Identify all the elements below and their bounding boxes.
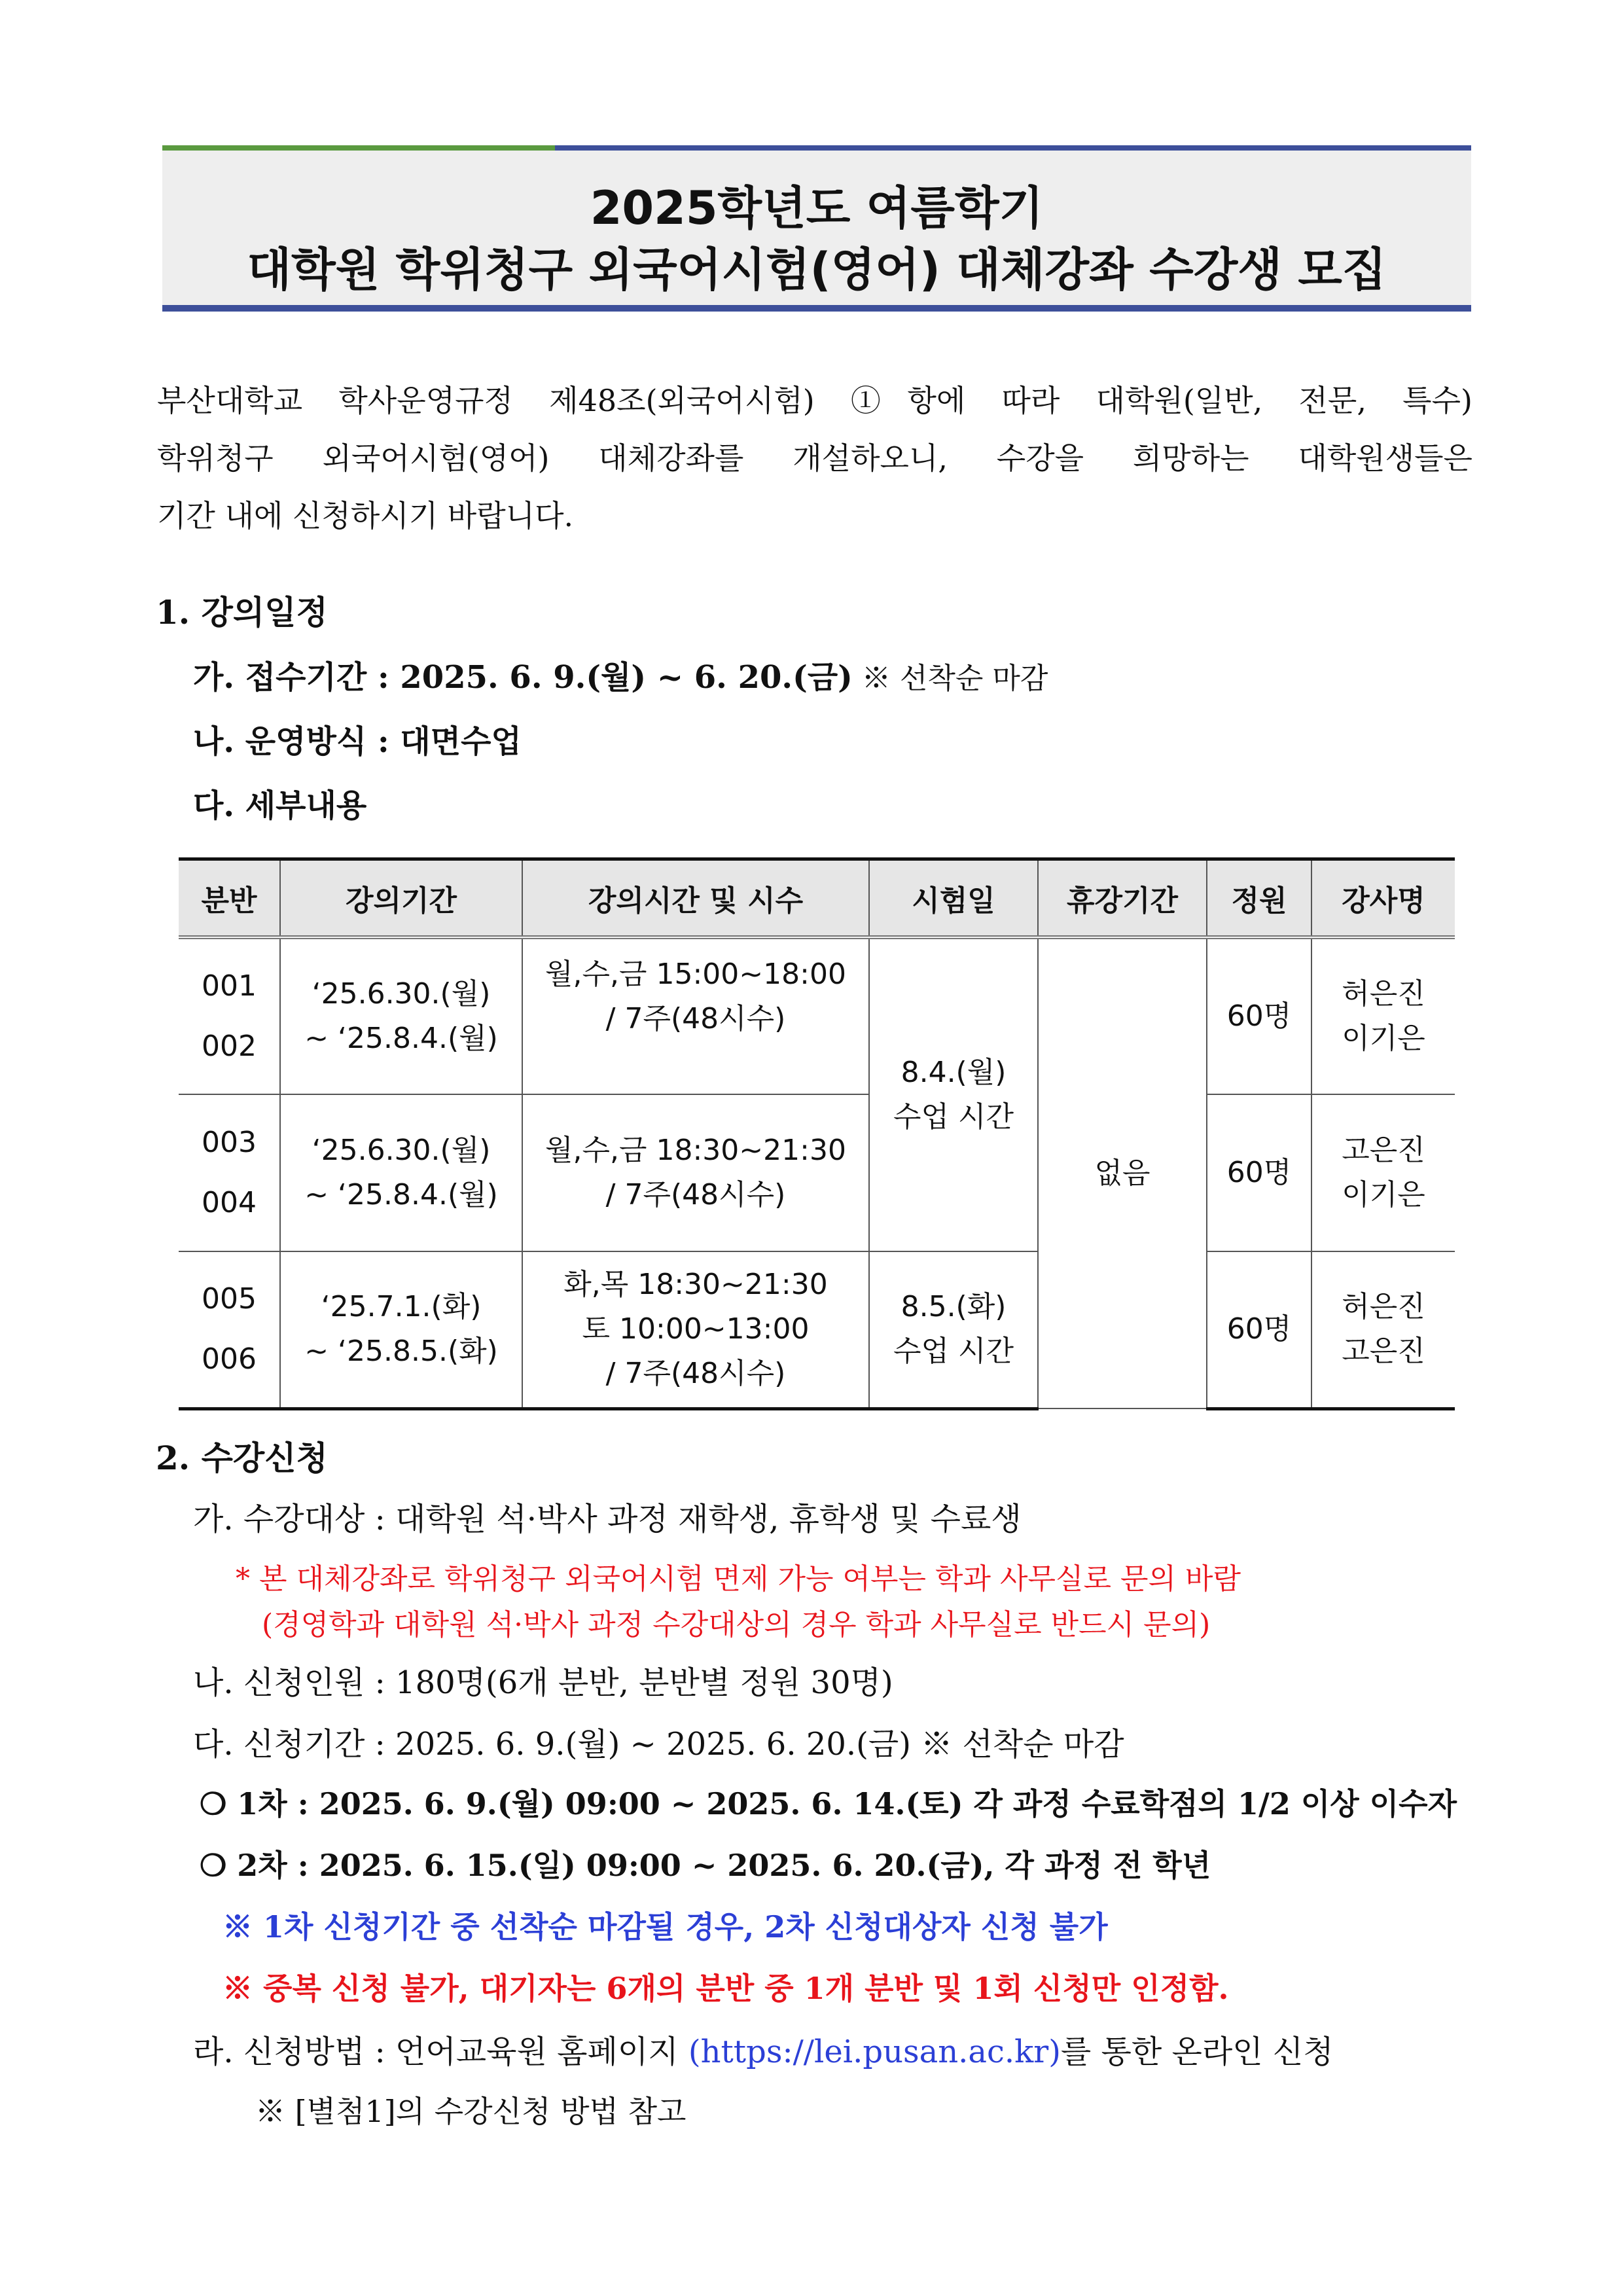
section2-item-c: 다. 신청기간 : 2025. 6. 9.(월) ∼ 2025. 6. 20.(금) ※ 선착순 마감 xyxy=(193,1726,1124,1763)
section1-item-c: 다. 세부내용 xyxy=(193,787,367,824)
section2-heading: 2. 수강신청 xyxy=(156,1439,328,1477)
exam-date: 8.4.(월) xyxy=(901,1056,1007,1089)
instructor-name: 허은진 xyxy=(1342,1290,1425,1324)
cell-period xyxy=(280,1251,522,1408)
cell-period xyxy=(280,937,522,1094)
cell-capacity: 60명 xyxy=(1207,1251,1311,1408)
cell-instructor xyxy=(1311,1094,1455,1251)
cell-break-period: 없음 xyxy=(1038,937,1207,1408)
instructor-name: 고은진 xyxy=(1342,1335,1425,1369)
intro-line-1: 부산대학교 학사운영규정 제48조(외국어시험) ①항에 따라 대학원(일반, 전문, 특수) xyxy=(157,383,1472,418)
period-end: ~ ‘25.8.4.(월) xyxy=(304,1178,498,1211)
cell-instructor xyxy=(1311,1251,1455,1408)
section1-heading: 1. 강의일정 xyxy=(156,593,328,632)
table-header-row xyxy=(179,859,1455,938)
section2-note-red: ※ 중복 신청 불가, 대기자는 6개의 분반 중 1개 분반 및 1회 신청만 인정함. xyxy=(223,1971,1229,2006)
intro-line-2: 학위청구 외국어시험(영어) 대체강좌를 개설하오니, 수강을 희망하는 대학원생들은 xyxy=(157,440,1472,476)
section2-item-d-suffix: 를 통한 온라인 신청 xyxy=(1060,2034,1334,2070)
cell-time xyxy=(522,937,869,1094)
time-hours: / 7주(48시수) xyxy=(605,1002,786,1035)
time-hours: / 7주(48시수) xyxy=(605,1357,786,1391)
cell-time xyxy=(522,1251,869,1408)
cell-exam-date xyxy=(869,1251,1038,1408)
section-code: 006 xyxy=(202,1342,257,1376)
col-header-time: 강의시간 및 시수 xyxy=(522,859,869,938)
section2-round-1: ❍ 1차 : 2025. 6. 9.(월) 09:00 ~ 2025. 6. 14.(토) 각 과정 수료학점의 1/2 이상 이수자 xyxy=(200,1786,1457,1821)
section2-item-d-label: 라. 신청방법 : 언어교육원 홈페이지 xyxy=(193,2034,688,2070)
exam-time: 수업 시간 xyxy=(893,1335,1014,1369)
cell-exam-date xyxy=(869,937,1038,1251)
period-start: ‘25.6.30.(월) xyxy=(312,977,491,1011)
time-hours: / 7주(48시수) xyxy=(605,1178,786,1211)
section2-note-1: * 본 대체강좌로 학위청구 외국어시험 면제 가능 여부는 학과 사무실로 문의 바람 xyxy=(236,1562,1241,1596)
intro-line-3: 기간 내에 신청하시기 바랍니다. xyxy=(157,498,574,533)
section2-note-blue: ※ 1차 신청기간 중 선착순 마감될 경우, 2차 신청대상자 신청 불가 xyxy=(223,1909,1108,1945)
period-end: ~ ‘25.8.5.(화) xyxy=(304,1335,498,1369)
col-header-section: 분반 xyxy=(179,859,280,938)
section2-item-a: 가. 수강대상 : 대학원 석·박사 과정 재학생, 휴학생 및 수료생 xyxy=(193,1501,1022,1537)
cell-section xyxy=(179,1251,280,1408)
section1-item-a-label: 가. 접수기간 : 2025. 6. 9.(월) ~ 6. 20.(금) xyxy=(193,659,853,696)
section1-item-a xyxy=(193,652,1048,697)
title-top-rule-green xyxy=(162,145,555,151)
exam-date: 8.5.(화) xyxy=(901,1290,1007,1324)
page-title-line1: 2025학년도 여름학기 xyxy=(590,181,1044,235)
instructor-name: 이기은 xyxy=(1342,1178,1425,1211)
period-start: ‘25.7.1.(화) xyxy=(321,1290,482,1324)
cell-section xyxy=(179,937,280,1094)
cell-period xyxy=(280,1094,522,1251)
section2-note-2: (경영학과 대학원 석·박사 과정 수강대상의 경우 학과 사무실로 반드시 문의) xyxy=(262,1608,1211,1641)
section2-item-d-note: ※ [별첨1]의 수강신청 방법 참고 xyxy=(255,2094,687,2129)
period-start: ‘25.6.30.(월) xyxy=(312,1134,491,1167)
time-slot: 토 10:00~13:00 xyxy=(582,1312,810,1346)
section2-item-b: 나. 신청인원 : 180명(6개 분반, 분반별 정원 30명) xyxy=(193,1664,893,1701)
section1-item-a-note: ※ 선착순 마감 xyxy=(852,662,1048,695)
section-code: 003 xyxy=(202,1126,257,1159)
col-header-period: 강의기간 xyxy=(280,859,522,938)
cell-section xyxy=(179,1094,280,1251)
section1-item-b: 나. 운영방식 : 대면수업 xyxy=(193,723,522,760)
cell-instructor xyxy=(1311,937,1455,1094)
col-header-instructor: 강사명 xyxy=(1311,859,1455,938)
col-header-capacity: 정원 xyxy=(1207,859,1311,938)
time-slot: 월,수,금 15:00~18:00 xyxy=(545,958,846,991)
section-code: 001 xyxy=(202,969,257,1003)
time-slot: 월,수,금 18:30~21:30 xyxy=(545,1134,846,1167)
table-row xyxy=(179,1251,1455,1408)
section-code: 004 xyxy=(202,1186,257,1219)
cell-capacity: 60명 xyxy=(1207,937,1311,1094)
table-row xyxy=(179,937,1455,1094)
instructor-name: 고은진 xyxy=(1342,1134,1425,1167)
table-row xyxy=(179,1094,1455,1251)
instructor-name: 허은진 xyxy=(1342,977,1425,1011)
section2-round-2: ❍ 2차 : 2025. 6. 15.(일) 09:00 ~ 2025. 6. 20.(금), 각 과정 전 학년 xyxy=(200,1848,1211,1883)
cell-capacity: 60명 xyxy=(1207,1094,1311,1251)
section2-item-d xyxy=(193,2026,1334,2072)
title-top-rule-blue xyxy=(555,145,1471,151)
col-header-exam: 시험일 xyxy=(869,859,1038,938)
homepage-link[interactable]: (https://lei.pusan.ac.kr) xyxy=(688,2034,1061,2070)
section-code: 005 xyxy=(202,1282,257,1316)
cell-time xyxy=(522,1094,869,1251)
instructor-name: 이기은 xyxy=(1342,1022,1425,1055)
exam-time: 수업 시간 xyxy=(893,1100,1014,1134)
col-header-break: 휴강기간 xyxy=(1038,859,1207,938)
page-title-line2: 대학원 학위청구 외국어시험(영어) 대체강좌 수강생 모집 xyxy=(247,243,1387,296)
schedule-table xyxy=(179,857,1455,1410)
section-code: 002 xyxy=(202,1030,257,1063)
title-bottom-rule xyxy=(162,305,1471,312)
period-end: ~ ‘25.8.4.(월) xyxy=(304,1022,498,1055)
time-slot: 화,목 18:30~21:30 xyxy=(563,1268,828,1302)
